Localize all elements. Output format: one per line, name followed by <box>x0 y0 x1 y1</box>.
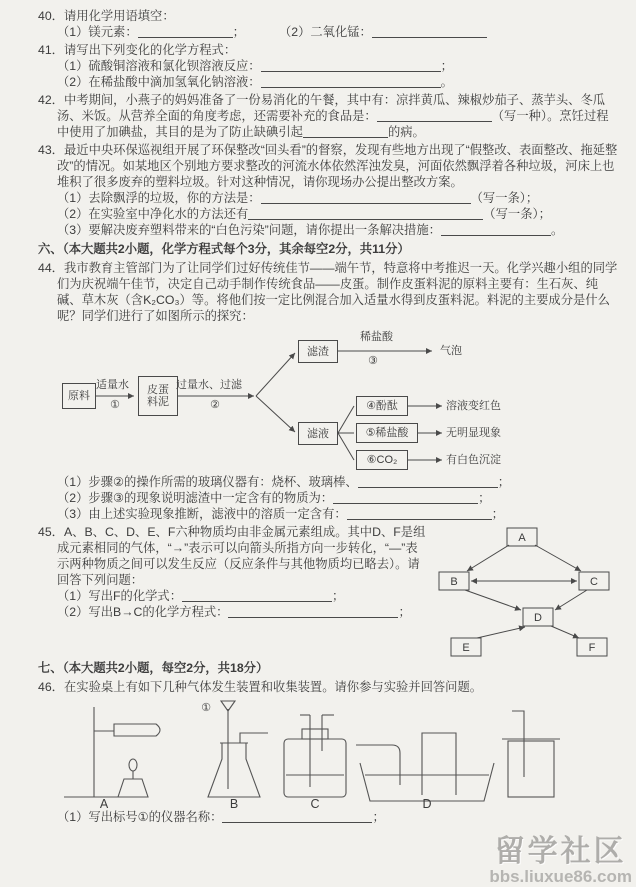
flow-result-precipitate: 有白色沉淀 <box>446 454 501 466</box>
q45-item1-label: （1）写出F的化学式： <box>57 589 183 603</box>
q40-item2-label: （2）二氧化锰： <box>278 25 372 39</box>
q44-item2-sep: ； <box>478 491 491 505</box>
answer-blank <box>333 492 478 504</box>
question-46 <box>38 679 620 825</box>
answer-blank <box>138 26 233 38</box>
q41-item2-sep: 。 <box>440 75 453 89</box>
q41-item2 <box>38 74 620 90</box>
node-F: F <box>588 642 596 654</box>
q43-item1-label: （1）去除飘浮的垃圾，你的方法是： <box>57 191 261 205</box>
q43-intro <box>38 142 620 190</box>
q44-text: 44．我市教育主管部门为了让同学们过好传统佳节——端午节，特意将中考推迟一天。化学兴趣小组的同学们为庆祝端午佳节，决定自己动手制作传统食品——皮蛋。制作皮蛋料泥的原料主要有：生石灰、纯碱、草木灰（含K₂CO₃）等。将他们按一定比例混合加入适量水得到皮蛋料泥。料泥的主要成分是什么呢？同学们进行了如图所示的探究： <box>38 261 618 323</box>
q43-item3-label: （3）要解决废弃塑料带来的“白色污染”问题，请你提出一条解决措施： <box>57 223 441 237</box>
question-42 <box>38 92 620 140</box>
section-7-header: 七、（本大题共2小题，每空2分，共18分） <box>38 661 269 675</box>
flow-box-filtrate <box>298 422 338 445</box>
flow-box-text: ④酚酞 <box>366 400 398 412</box>
q44-flowchart <box>60 328 585 470</box>
q43-item1-note: （写一条）； <box>470 191 539 205</box>
q44-item1-sep: ； <box>497 475 511 489</box>
question-43 <box>38 142 620 238</box>
answer-blank <box>441 224 551 236</box>
q40-item1-label: （1）镁元素： <box>57 25 138 39</box>
answer-blank <box>222 811 372 823</box>
flow-box-co2 <box>356 450 408 470</box>
node-D: D <box>534 612 542 624</box>
answer-blank <box>377 110 492 122</box>
q45-item2-sep: ； <box>398 605 411 619</box>
apparatus-A-stand-tube-lamp <box>64 707 160 797</box>
flow-box-text: 滤液 <box>307 427 329 440</box>
q43-item2-label: （2）在实验室中净化水的方法还有 <box>57 207 249 221</box>
apparatus-D-water-trough-collection <box>356 733 494 801</box>
node-B: B <box>450 576 458 588</box>
q42-text-1: 42．中考期间，小燕子的妈妈准备了一份易消化的午餐，其中有：凉拌黄瓜、辣椒炒茄子、蒸芋头、冬瓜汤、米饭。从营养全面的角度考虑，还需要补充的食品是： <box>38 93 606 123</box>
q43-item2-note: （写一条）； <box>483 207 551 221</box>
q44-item2-label: （2）步骤③的现象说明滤渣中一定含有的物质为： <box>57 491 334 505</box>
q44-item3-label: （3）由上述实验现象推断，滤液中的溶质一定含有： <box>57 507 347 521</box>
watermark <box>489 837 632 885</box>
answer-blank <box>358 476 498 488</box>
answer-blank <box>347 508 492 520</box>
q46-item1-sep: ； <box>372 810 385 824</box>
flow-box-raw-material <box>62 383 96 409</box>
flow-step-3-num: ③ <box>368 355 378 367</box>
q44-item1-label: （1）步骤②的操作所需的玻璃仪器有：烧杯、玻璃棒、 <box>57 475 358 489</box>
flow-result-bubbles: 气泡 <box>440 345 462 357</box>
q44-item2 <box>38 490 620 506</box>
apparatus-label-A: A <box>99 797 109 809</box>
instrument-1-marker: ① <box>201 702 211 714</box>
flow-box-text: 滤渣 <box>307 345 329 358</box>
q40-item1-sep: ； <box>232 25 245 39</box>
q46-item1 <box>38 809 620 825</box>
q44-item3 <box>38 506 620 522</box>
node-E: E <box>462 642 470 654</box>
flow-result-red: 溶液变红色 <box>446 400 501 412</box>
question-41 <box>38 42 620 90</box>
apparatus-label-D: D <box>422 797 432 809</box>
q46-apparatus-diagram <box>56 697 601 809</box>
node-A: A <box>518 532 526 544</box>
q46-intro <box>38 679 620 695</box>
flow-box-text: 料泥 <box>147 396 169 408</box>
q41-item1-sep: ； <box>440 59 453 73</box>
question-44 <box>38 260 620 522</box>
q44-item1 <box>38 474 620 490</box>
answer-blank <box>182 590 332 602</box>
q44-item3-sep: ； <box>491 507 504 521</box>
flow-box-egg-mud <box>138 376 178 416</box>
flow-box-hcl <box>356 423 418 443</box>
q43-text: 43．最近中央环保巡视组开展了环保整改“回头看”的督察，发现有些地方出现了“假整改、表面整改、拖延整改”的情况。如某地区个别地方要求整改的河流水体依然浑浊发臭，河面依然飘浮着各种垃圾，河床上也堆积了很多废弃的塑料垃圾。针对这种情况，请你现场办公提出整改方案。 <box>38 143 618 189</box>
question-45 <box>38 524 620 654</box>
flow-result-none: 无明显现象 <box>446 427 501 439</box>
flow-box-text: ⑥CO₂ <box>366 454 398 466</box>
q41-item1-label: （1）硫酸铜溶液和氯化钡溶液反应： <box>57 59 261 73</box>
answer-blank <box>248 208 483 220</box>
answer-blank <box>372 26 487 38</box>
flow-box-text: ⑤稀盐酸 <box>365 427 409 439</box>
q43-item3-sep: 。 <box>550 223 564 237</box>
apparatus-label-C: C <box>310 797 320 809</box>
flow-step-2-num: ② <box>210 399 220 411</box>
q46-text: 46．在实验桌上有如下几种气体发生装置和收集装置。请你参与实验并回答问题。 <box>38 680 483 694</box>
section-6-header: 六、（本大题共2小题，化学方程式每个3分，其余每空2分，共11分） <box>38 242 410 256</box>
flow-box-text: 皮蛋 <box>147 384 169 396</box>
apparatus-E-upright-gas-bottle <box>502 711 560 797</box>
question-40 <box>38 8 620 40</box>
node-C: C <box>590 576 598 588</box>
answer-blank <box>228 606 398 618</box>
flow-label-water: 适量水 <box>96 379 129 391</box>
q43-item2 <box>38 206 620 222</box>
q45-item1-sep: ； <box>332 589 345 603</box>
apparatus-B-flask-funnel <box>208 701 268 797</box>
q42-text-2: （写一种）。烹饪过程中使用了加碘盐，其目的是为了防止缺碘引起 <box>57 109 609 139</box>
apparatus-label-B: B <box>229 797 239 809</box>
flow-label-filter: 过量水、过滤 <box>176 379 242 391</box>
q40-blank-line <box>38 24 620 40</box>
answer-blank <box>261 192 471 204</box>
q44-intro <box>38 260 620 324</box>
q45-item2-label: （2）写出B→C的化学方程式： <box>57 605 229 619</box>
q41-item1 <box>38 58 620 74</box>
flow-box-text: 原料 <box>68 390 90 402</box>
answer-blank <box>261 60 441 72</box>
q43-item1 <box>38 190 620 206</box>
q40-heading: 40．请用化学用语填空： <box>38 9 175 23</box>
q43-item3 <box>38 222 620 238</box>
q42-text-3: 的病。 <box>387 125 425 139</box>
q41-heading: 41．请写出下列变化的化学方程式： <box>38 43 237 57</box>
q46-item1-label: （1）写出标号①的仪器名称： <box>57 810 223 824</box>
q41-item2-label: （2）在稀盐酸中滴加氢氧化钠溶液： <box>57 75 261 89</box>
q45-relationship-diagram <box>435 526 620 658</box>
answer-blank <box>303 126 388 138</box>
answer-blank <box>261 76 441 88</box>
watermark-url: bbs.liuxue86.com <box>489 866 632 886</box>
watermark-site-name: 留学社区 <box>494 835 627 869</box>
flow-label-dilute-hcl: 稀盐酸 <box>360 331 393 343</box>
q45-text: 45．A、B、C、D、E、F六种物质均由非金属元素组成。其中D、F是组成元素相同的气体，“→”表示可以向箭头所指方向一步转化，“—”表示两种物质之间可以发生反应（反应条件与其他物质均已略去）。请回答下列问题： <box>38 525 426 587</box>
relationship-lines <box>465 545 587 638</box>
apparatus-C-gas-washing-bottle <box>284 715 346 797</box>
flow-step-1-num: ① <box>110 399 120 411</box>
flow-box-phenolphthalein <box>356 396 408 416</box>
flow-box-residue <box>298 340 338 363</box>
